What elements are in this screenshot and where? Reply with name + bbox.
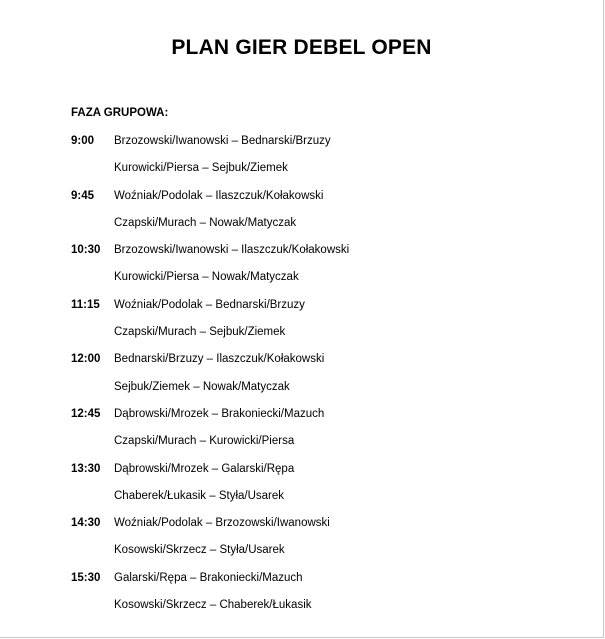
document-title: PLAN GIER DEBEL OPEN <box>171 36 432 59</box>
match-pairing: Chaberek/Łukasik – Styła/Usarek <box>114 489 285 502</box>
schedule-slot <box>71 296 571 351</box>
slot-time: 12:00 <box>71 353 101 366</box>
schedule-list <box>71 132 571 623</box>
schedule-slot <box>71 132 571 187</box>
match-row <box>71 405 571 432</box>
match-pairing: Dąbrowski/Mrozek – Brakoniecki/Mazuch <box>114 407 325 420</box>
schedule-slot <box>71 405 571 460</box>
slot-time: 15:30 <box>71 571 101 584</box>
schedule-slot <box>71 460 571 515</box>
schedule-slot <box>71 569 571 624</box>
match-row <box>71 132 571 159</box>
match-pairing: Woźniak/Podolak – Ilaszczuk/Kołakowski <box>114 189 324 202</box>
match-pairing: Czapski/Murach – Nowak/Matyczak <box>114 216 297 229</box>
slot-time: 14:30 <box>71 517 101 530</box>
match-pairing: Kosowski/Skrzecz – Chaberek/Łukasik <box>114 599 312 612</box>
match-pairing: Galarski/Rępa – Brakoniecki/Mazuch <box>114 571 303 584</box>
match-row <box>71 487 571 514</box>
match-row <box>71 432 571 459</box>
match-pairing: Bednarski/Brzuzy – Ilaszczuk/Kołakowski <box>114 353 325 366</box>
match-row <box>71 323 571 350</box>
match-row <box>71 514 571 541</box>
slot-time: 12:45 <box>71 407 101 420</box>
match-row <box>71 596 571 623</box>
match-pairing: Czapski/Murach – Kurowicki/Piersa <box>114 435 295 448</box>
match-row <box>71 214 571 241</box>
schedule-slot <box>71 514 571 569</box>
match-pairing: Sejbuk/Ziemek – Nowak/Matyczak <box>114 380 290 393</box>
section-heading: FAZA GRUPOWA: <box>71 107 169 119</box>
match-pairing: Kurowicki/Piersa – Sejbuk/Ziemek <box>114 162 288 175</box>
match-pairing: Brzozowski/Iwanowski – Bednarski/Brzuzy <box>114 135 331 147</box>
schedule-slot <box>71 187 571 242</box>
schedule-slot <box>71 350 571 405</box>
match-row <box>71 350 571 377</box>
match-pairing: Kurowicki/Piersa – Nowak/Matyczak <box>114 271 299 284</box>
match-row <box>71 541 571 568</box>
match-row <box>71 569 571 596</box>
match-row <box>71 187 571 214</box>
slot-time: 10:30 <box>71 244 101 257</box>
match-pairing: Brzozowski/Iwanowski – Ilaszczuk/Kołakowski <box>114 244 350 257</box>
slot-time: 11:15 <box>71 298 100 311</box>
match-row <box>71 241 571 268</box>
match-pairing: Woźniak/Podolak – Bednarski/Brzuzy <box>114 298 305 311</box>
match-pairing: Czapski/Murach – Sejbuk/Ziemek <box>114 326 286 339</box>
slot-time: 9:45 <box>71 189 95 202</box>
slot-time: 9:00 <box>71 135 95 147</box>
match-pairing: Woźniak/Podolak – Brzozowski/Iwanowski <box>114 517 330 530</box>
match-row <box>71 296 571 323</box>
slot-time: 13:30 <box>71 462 101 475</box>
match-pairing: Kosowski/Skrzecz – Styła/Usarek <box>114 544 285 557</box>
match-row <box>71 159 571 186</box>
match-row <box>71 460 571 487</box>
schedule-slot <box>71 241 571 296</box>
match-row <box>71 378 571 405</box>
match-row <box>71 268 571 295</box>
match-pairing: Dąbrowski/Mrozek – Galarski/Rępa <box>114 462 295 475</box>
